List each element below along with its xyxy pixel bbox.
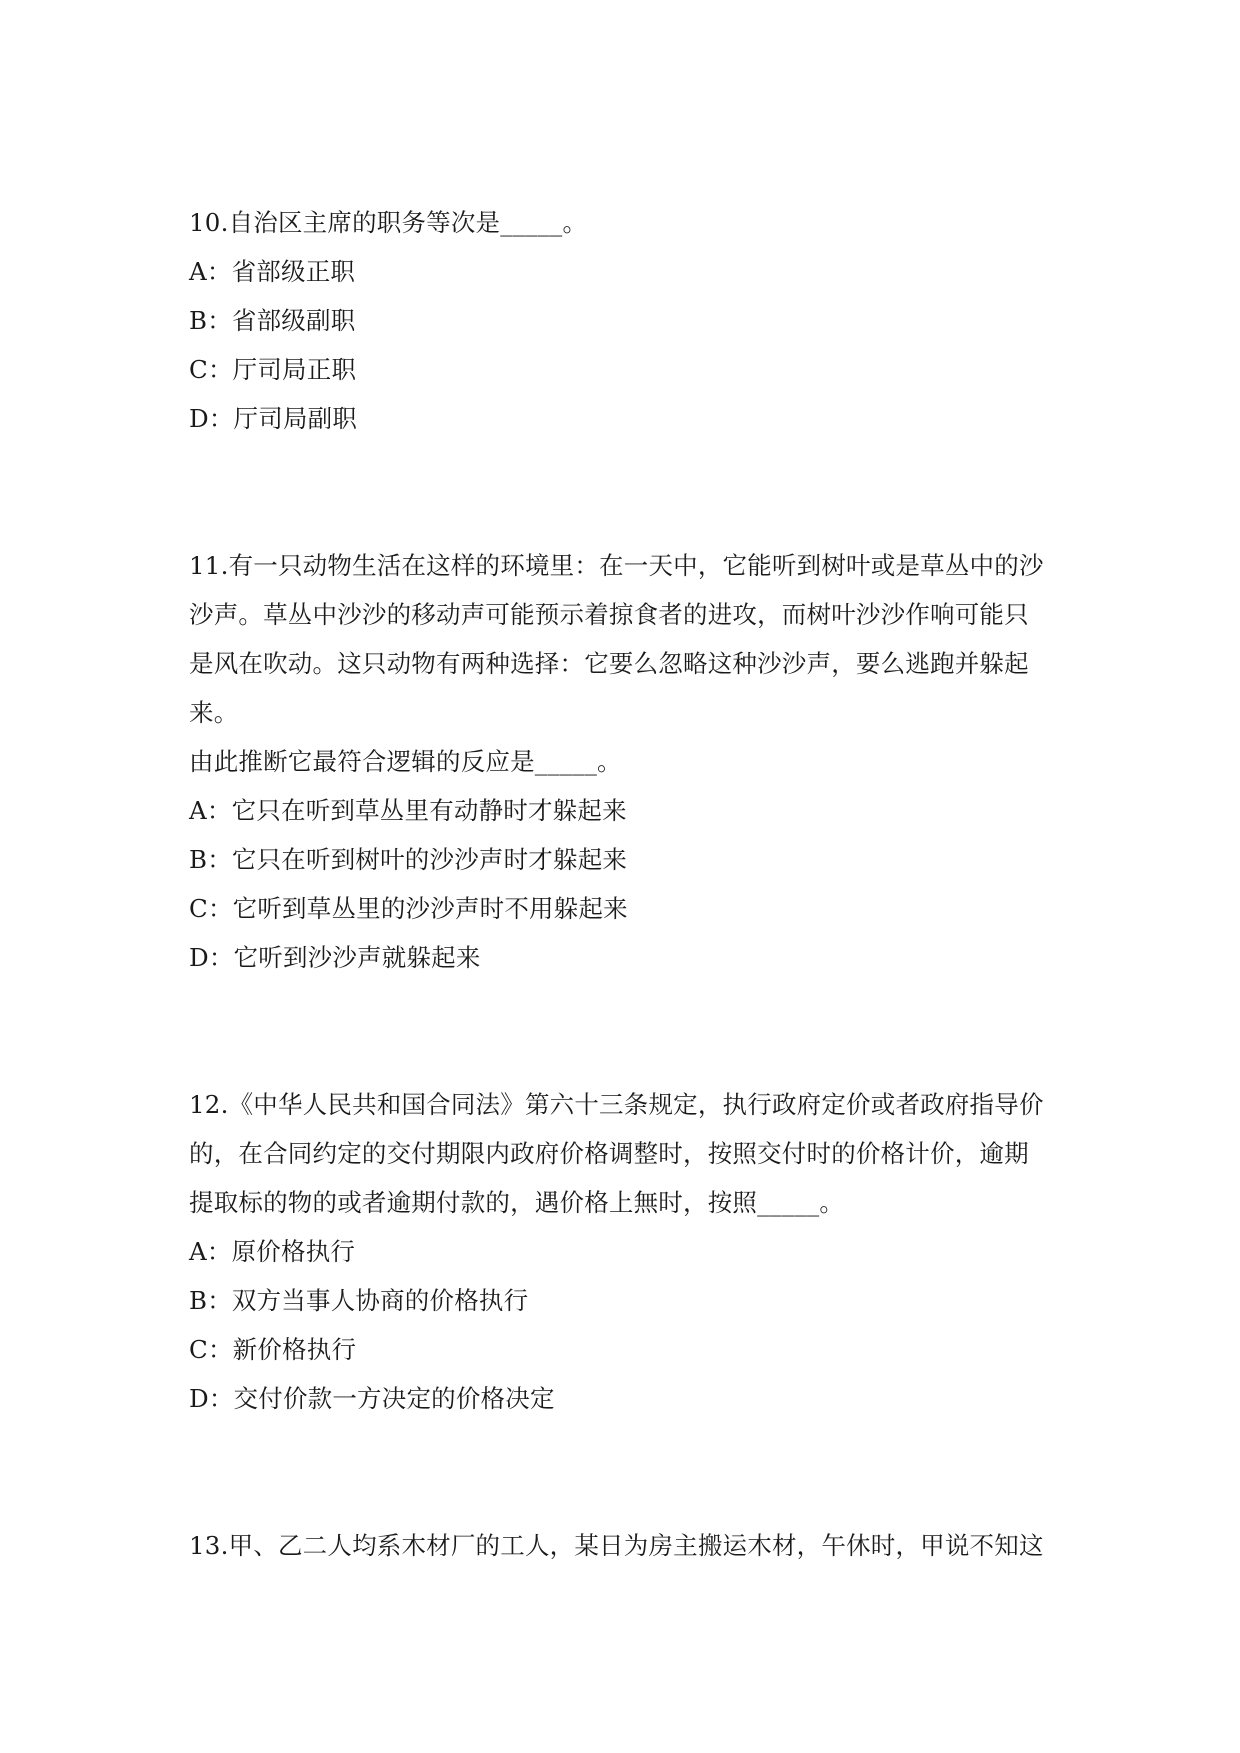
option-c: C：新价格执行 xyxy=(189,1335,357,1364)
question-text: 是风在吹动。这只动物有两种选择：它要么忽略这种沙沙声，要么逃跑并躲起 xyxy=(189,649,1029,678)
option-a: A：原价格执行 xyxy=(189,1237,356,1266)
question-text: 沙声。草丛中沙沙的移动声可能预示着掠食者的进攻，而树叶沙沙作响可能只 xyxy=(189,600,1029,629)
question-text: 来。 xyxy=(189,698,239,727)
option-b: B：省部级副职 xyxy=(189,306,356,335)
option-c: C：厅司局正职 xyxy=(189,355,357,384)
question-prompt: 由此推断它最符合逻辑的反应是_____。 xyxy=(189,747,622,776)
option-b: B：双方当事人协商的价格执行 xyxy=(189,1286,529,1315)
question-text: 提取标的物的或者逾期付款的，遇价格上無时，按照_____。 xyxy=(189,1188,845,1217)
option-a: A：它只在听到草丛里有动静时才躲起来 xyxy=(189,796,627,825)
question-text: 11.有一只动物生活在这样的环境里：在一天中，它能听到树叶或是草丛中的沙 xyxy=(189,551,1044,580)
question-text: 13.甲、乙二人均系木材厂的工人，某日为房主搬运木材，午休时，甲说不知这 xyxy=(189,1531,1044,1560)
question-text: 10.自治区主席的职务等次是_____。 xyxy=(189,208,588,237)
question-text: 的，在合同约定的交付期限内政府价格调整时，按照交付时的价格计价，逾期 xyxy=(189,1139,1029,1168)
option-d: D：厅司局副职 xyxy=(189,404,358,433)
option-a: A：省部级正职 xyxy=(189,257,356,286)
option-d: D：交付价款一方决定的价格决定 xyxy=(189,1384,555,1413)
option-c: C：它听到草丛里的沙沙声时不用躲起来 xyxy=(189,894,628,923)
option-b: B：它只在听到树叶的沙沙声时才躲起来 xyxy=(189,845,628,874)
option-d: D：它听到沙沙声就躲起来 xyxy=(189,943,481,972)
question-text: 12.《中华人民共和国合同法》第六十三条规定，执行政府定价或者政府指导价 xyxy=(189,1090,1044,1119)
